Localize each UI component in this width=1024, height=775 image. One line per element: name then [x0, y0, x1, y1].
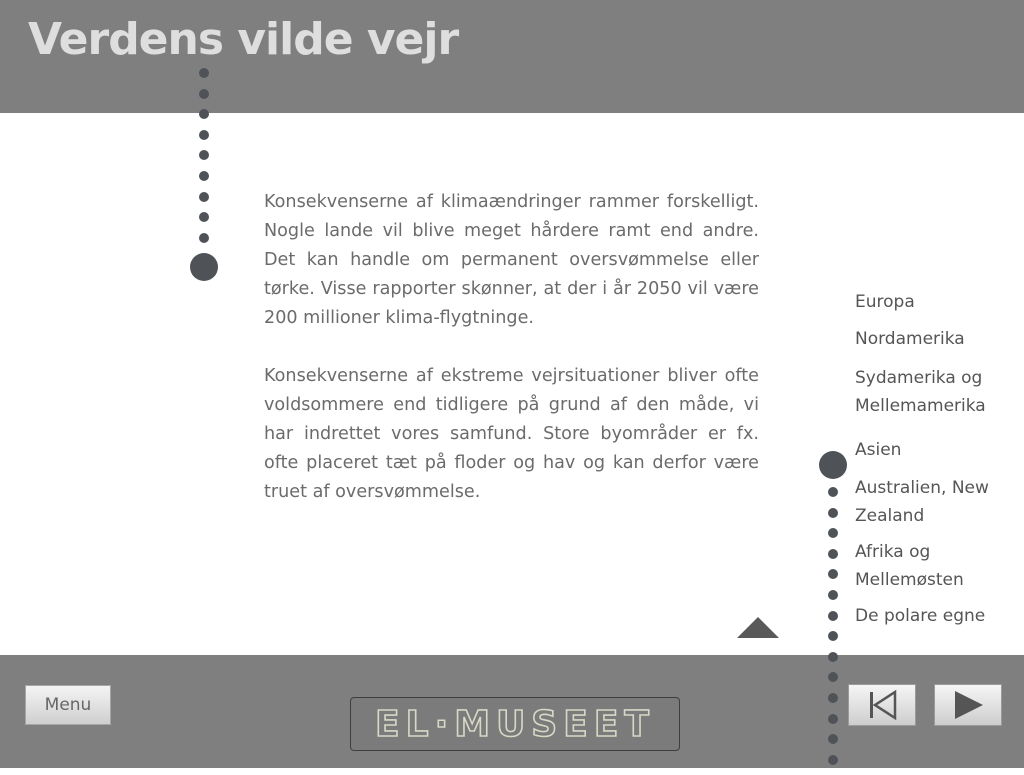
timeline-dot	[828, 652, 838, 662]
timeline-dot	[828, 672, 838, 682]
timeline-dot	[828, 734, 838, 744]
region-item-australien[interactable]: Australien, New Zealand	[855, 478, 989, 526]
triangle-up-icon[interactable]	[737, 617, 779, 638]
skip-previous-icon	[849, 685, 915, 725]
timeline-dot	[199, 171, 209, 181]
timeline-dot	[828, 590, 838, 600]
timeline-dot	[199, 233, 209, 243]
region-item-afrika[interactable]: Afrika og Mellemøsten	[855, 542, 964, 590]
timeline-dots-side	[819, 451, 847, 775]
timeline-dot	[828, 528, 838, 538]
timeline-dot	[828, 549, 838, 559]
paragraph-1: Konsekvenserne af klimaændringer rammer forskelligt. Nogle lande vil blive meget hårdere ramt end andre. Det kan handle om permanent oversvømmelse eller tørke. Visse rapporter skønner, at der i år 2050 vil være 200 millioner klima-flygtninge.	[264, 192, 759, 328]
timeline-dot	[828, 569, 838, 579]
region-item-polare-egne[interactable]: De polare egne	[855, 606, 986, 626]
timeline-dot	[199, 89, 209, 99]
timeline-dot	[199, 109, 209, 119]
region-item-asien[interactable]: Asien	[855, 440, 902, 460]
timeline-dot	[828, 487, 838, 497]
next-button[interactable]	[934, 684, 1002, 726]
region-item-sydamerika[interactable]: Sydamerika og Mellemamerika	[855, 368, 986, 416]
timeline-dots-top	[190, 68, 218, 281]
timeline-dot	[828, 714, 838, 724]
timeline-dot	[828, 508, 838, 518]
play-next-icon	[935, 685, 1001, 725]
main-text	[264, 188, 759, 536]
elmuseet-logo	[350, 697, 680, 751]
header-bar	[0, 0, 1024, 113]
timeline-marker-current	[819, 451, 847, 479]
timeline-dot	[828, 611, 838, 621]
timeline-marker-current	[190, 253, 218, 281]
region-item-nordamerika[interactable]: Nordamerika	[855, 329, 965, 349]
timeline-dot	[199, 192, 209, 202]
paragraph-2: Konsekvenserne af ekstreme vejrsituationer bliver ofte voldsommere end tidligere på grund af den måde, vi har indrettet vores samfund. Store byområder er fx. ofte placeret tæt på floder og hav og kan derfor være truet af oversvømmelse.	[264, 366, 759, 502]
previous-button[interactable]	[848, 684, 916, 726]
timeline-dot	[828, 631, 838, 641]
page-title: Verdens vilde vejr	[28, 14, 459, 65]
logo-text: EL·MUSEET	[375, 704, 655, 745]
menu-button[interactable]: Menu	[25, 685, 111, 725]
timeline-dot	[828, 693, 838, 703]
timeline-dot	[199, 130, 209, 140]
timeline-dot	[199, 68, 209, 78]
timeline-dot	[828, 755, 838, 765]
timeline-dot	[199, 212, 209, 222]
timeline-dot	[199, 150, 209, 160]
region-item-europa[interactable]: Europa	[855, 292, 915, 312]
